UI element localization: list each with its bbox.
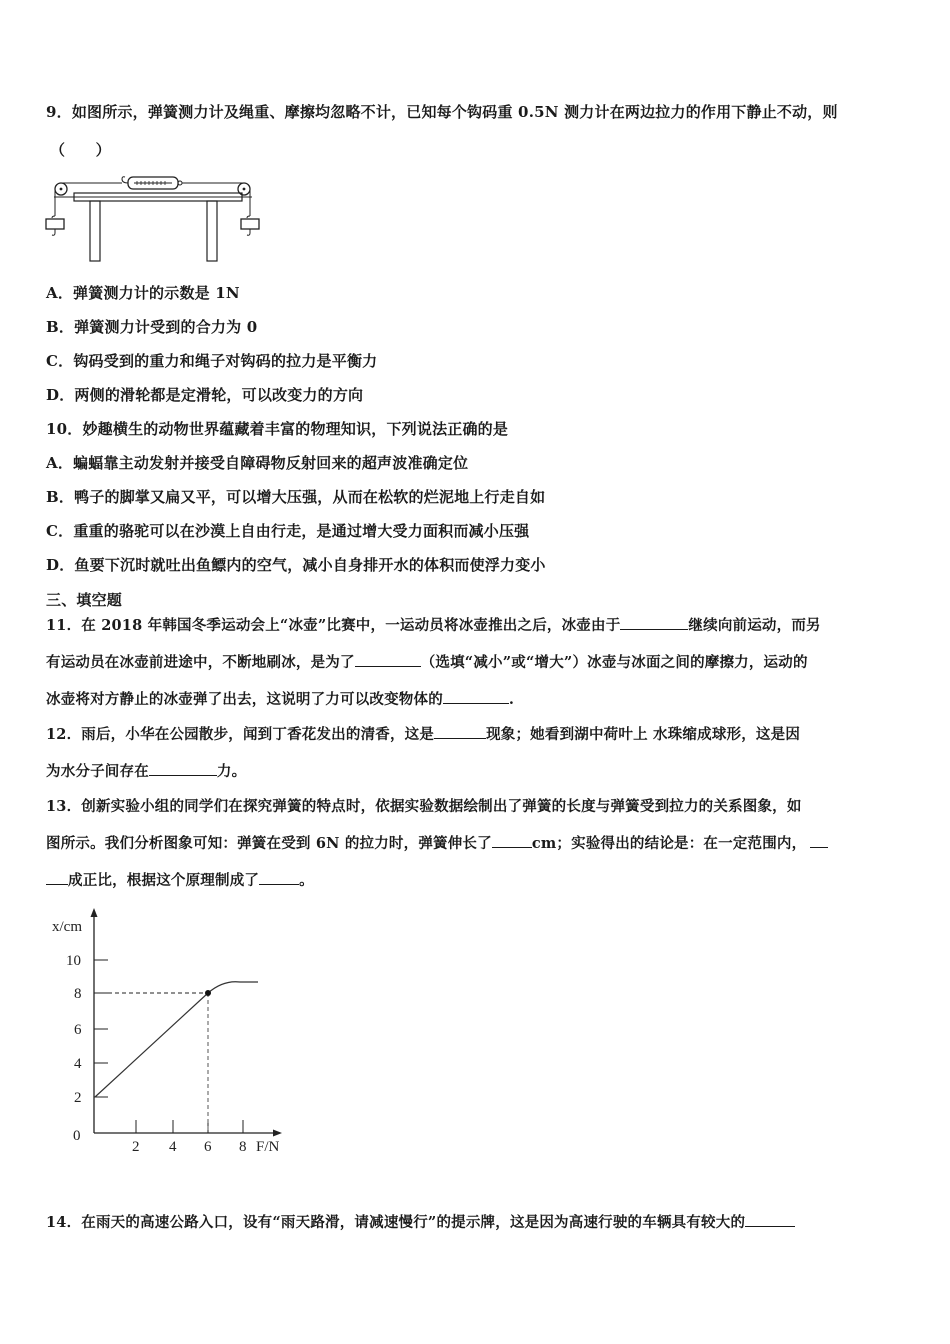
q11-text: . (508, 691, 515, 708)
q13-line-2 (46, 832, 828, 853)
option-label: A． (46, 454, 74, 472)
q11-line-3 (46, 688, 514, 709)
q10-option-b (46, 486, 545, 507)
q13-blank-1[interactable] (492, 833, 532, 848)
q9-option-d (46, 384, 363, 405)
q14-text: 14．在雨天的高速公路入口，设有“雨天路滑，请减速慢行”的提示牌，这是因为高速行驶的车辆具有较大的 (46, 1214, 746, 1231)
q13-line-3 (46, 869, 314, 890)
y-axis-arrow-icon (91, 908, 98, 917)
q11-text: （选填“减小”或“增大”）冰壶与冰面之间的摩擦力，运动的 (420, 654, 808, 671)
q14-blank-1[interactable] (745, 1212, 795, 1227)
x-tick-4: 4 (169, 1139, 177, 1155)
q12-text: 12．雨后，小华在公园散步，闻到丁香花发出的清香，这是 (46, 726, 435, 743)
q9-stem: 9．如图所示，弹簧测力计及绳重、摩擦均忽略不计，已知每个钩码重 0.5N 测力计在两边拉力的作用下静止不动，则 (46, 103, 838, 121)
q11-line-2 (46, 651, 808, 672)
q10-option-d (46, 554, 546, 575)
q11-blank-3[interactable] (443, 689, 509, 704)
q12-line-1 (46, 723, 800, 744)
y-tick-4: 4 (74, 1056, 82, 1072)
q9-answer-paren: （ ） (50, 141, 111, 159)
q10-option-a (46, 452, 468, 473)
origin-label: 0 (73, 1128, 81, 1144)
q12-text: 现象；她看到湖中荷叶上 水珠缩成球形，这是因 (486, 726, 801, 743)
q13-blank-3[interactable] (259, 870, 299, 885)
option-label: D． (46, 386, 75, 404)
y-axis-label: x/cm (52, 919, 82, 935)
q11-text: 冰壶将对方静止的冰壶弹了出去，这说明了力可以改变物体的 (46, 691, 443, 708)
q9-option-c (46, 350, 377, 371)
q13-text: cm；实验得出的结论是：在一定范围内， (531, 835, 807, 852)
q11-blank-1[interactable] (620, 615, 688, 630)
y-tick-8: 8 (74, 986, 82, 1002)
y-tick-2: 2 (74, 1090, 82, 1106)
option-text: 两侧的滑轮都是定滑轮，可以改变力的方向 (74, 386, 364, 404)
q13-text: 成正比，根据这个原理制成了 (68, 872, 260, 889)
option-label: C． (46, 522, 74, 540)
q10-stem: 10．妙趣横生的动物世界蕴藏着丰富的物理知识，下列说法正确的是 (46, 420, 509, 438)
q11-line-1 (46, 614, 821, 635)
x-tick-8: 8 (239, 1139, 247, 1155)
y-tick-6: 6 (74, 1022, 82, 1038)
x-tick-2: 2 (132, 1139, 140, 1155)
q10-option-c (46, 520, 529, 541)
q13-text: 。 (299, 872, 314, 889)
q9-figure-spring-scale-table (44, 170, 264, 265)
q12-blank-1[interactable] (434, 724, 486, 739)
q9-option-a (46, 282, 240, 303)
q14-line-1 (46, 1211, 795, 1232)
option-text: 鱼要下沉时就吐出鱼鳔内的空气，减小自身排开水的体积而使浮力变小 (74, 556, 546, 574)
q9-option-b (46, 316, 257, 337)
q13-line-1: 13．创新实验小组的同学们在探究弹簧的特点时，依据实验数据绘制出了弹簧的长度与弹簧受到拉力的关系图象，如 (46, 798, 802, 815)
section-title-fill-in: 三、填空题 (46, 591, 123, 609)
q12-text: 为水分子间存在 (46, 763, 149, 780)
q12-blank-2[interactable] (149, 761, 217, 776)
option-text: 鸭子的脚掌又扁又平，可以增大压强，从而在松软的烂泥地上行走自如 (74, 488, 546, 506)
option-label: D． (46, 556, 75, 574)
option-text: 蝙蝠靠主动发射并接受自障碍物反射回来的超声波准确定位 (73, 454, 469, 472)
q11-text: 11．在 2018 年韩国冬季运动会上“冰壶”比赛中，一运动员将冰壶推出之后，冰壶由于 (46, 617, 621, 634)
option-label: A． (46, 284, 74, 302)
q11-text: 有运动员在冰壶前进途中，不断地刷冰，是为了 (46, 654, 355, 671)
option-label: C． (46, 352, 74, 370)
y-tick-10: 10 (66, 953, 81, 969)
x-axis-label: F/N (256, 1139, 280, 1155)
q13-blank-2-start[interactable] (810, 833, 828, 848)
q13-blank-2-end[interactable] (46, 870, 68, 885)
option-label: B． (46, 318, 75, 336)
q13-text: 图所示。我们分析图象可知：弹簧在受到 6N 的拉力时，弹簧伸长了 (46, 835, 492, 852)
data-line-linear (95, 993, 208, 1097)
data-line-curve (208, 982, 258, 993)
option-text: 弹簧测力计的示数是 1N (73, 284, 240, 302)
data-point-6N-8cm (205, 990, 211, 996)
option-text: 钩码受到的重力和绳子对钩码的拉力是平衡力 (73, 352, 378, 370)
q13-spring-graph (40, 900, 300, 1160)
x-tick-6: 6 (204, 1139, 212, 1155)
q11-text: 继续向前运动，而另 (688, 617, 821, 634)
x-axis-arrow-icon (273, 1130, 282, 1137)
option-text: 弹簧测力计受到的合力为 0 (74, 318, 258, 336)
q11-blank-2[interactable] (355, 652, 421, 667)
q12-text: 力。 (216, 763, 247, 780)
q12-line-2 (46, 760, 246, 781)
option-text: 重重的骆驼可以在沙漠上自由行走，是通过增大受力面积而减小压强 (73, 522, 530, 540)
option-label: B． (46, 488, 75, 506)
